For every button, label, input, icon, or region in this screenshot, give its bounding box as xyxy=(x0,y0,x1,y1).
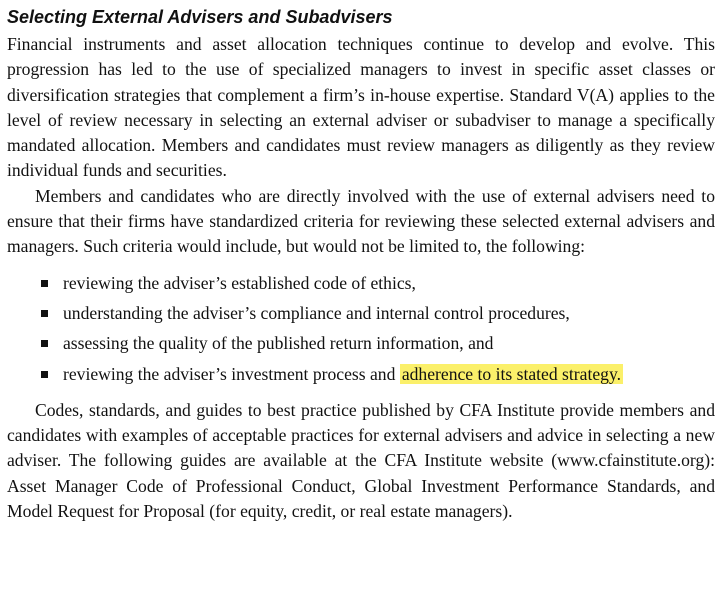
criteria-list xyxy=(7,271,715,387)
section-heading: Selecting External Advisers and Subadvisers xyxy=(7,7,393,27)
paragraph-criteria: Members and candidates who are directly involved with the use of external advisers need to ensure that their firms have standardized criteria for reviewing these selected external advisers and managers. Such criteria would include, but would not be limited to, the following: xyxy=(7,185,715,257)
bullet-square-icon xyxy=(41,310,48,317)
list-item-text: understanding the adviser’s compliance and internal control procedures, xyxy=(63,302,570,323)
list-item-text: reviewing the adviser’s established code of ethics, xyxy=(63,272,416,293)
bullet-square-icon xyxy=(41,280,48,287)
list-item xyxy=(41,301,715,326)
highlighted-text[interactable]: adherence to its stated strategy. xyxy=(401,363,621,384)
paragraph-guides: Codes, standards, and guides to best practice published by CFA Institute provide members and candidates with examples of acceptable practices for external advisers and advice in selecting a new adviser. The following guides are available at the CFA Institute website (www.cfainstitute.org): Asset Manager Code of Professional Conduct, Global Investment Performance Standards, and Model Request for Proposal (for equity, credit, or real estate managers). xyxy=(7,399,715,522)
list-item xyxy=(41,362,715,387)
list-item xyxy=(41,271,715,296)
paragraph-intro: Financial instruments and asset allocation techniques continue to develop and evolve. This progression has led to the use of specialized managers to invest in specific asset classes or diversification strategies that complement a firm’s in-house expertise. Standard V(A) applies to the level of review necessary in selecting an external adviser or subadviser to manage a specifically mandated allocation. Members and candidates must review managers as diligently as they review individual funds and securities. xyxy=(7,34,715,181)
bullet-square-icon xyxy=(41,340,48,347)
list-item-text: reviewing the adviser’s investment process and xyxy=(63,363,400,384)
bullet-square-icon xyxy=(41,371,48,378)
list-item-text: assessing the quality of the published return information, and xyxy=(63,333,494,354)
list-item xyxy=(41,331,715,356)
